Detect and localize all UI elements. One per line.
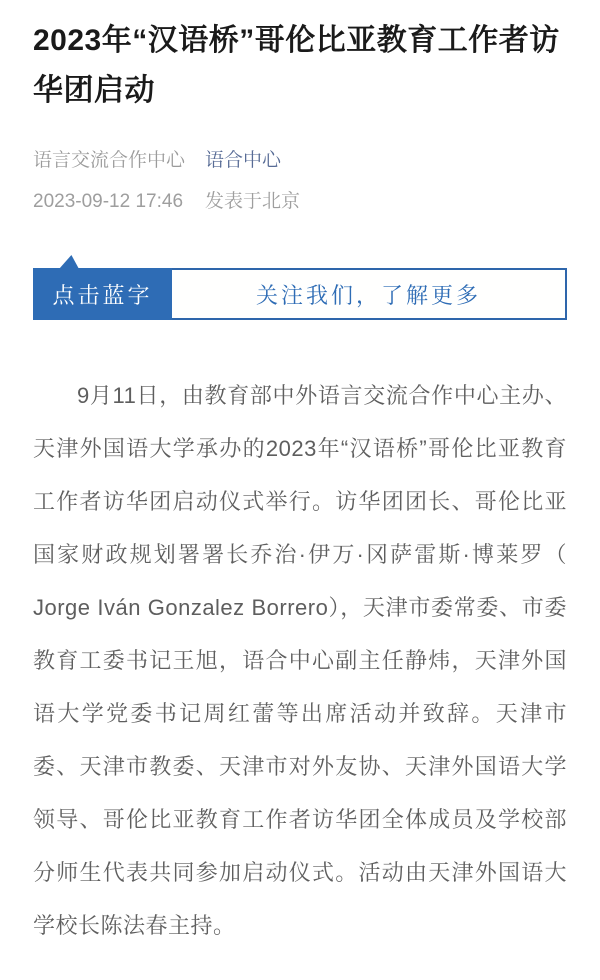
banner-follow-box [172, 268, 567, 320]
account-link[interactable]: 语合中心 [205, 150, 282, 171]
publish-location: 发表于北京 [205, 191, 301, 212]
body-paragraph: 9月11日，由教育部中外语言交流合作中心主办、天津外国语大学承办的2023年“汉语桥”哥伦比亚教育工作者访华团启动仪式举行。访华团团长、哥伦比亚国家财政规划署署长乔治·伊万·冈萨雷斯·博莱罗（ Jorge Iván Gonzalez Borrero），天津市委常委、市委教育工委书记王旭，语合中心副主任静炜，天津外国语大学党委书记周红蕾等出席活动并致辞。天津市委、天津市教委、天津市对外友协、天津外国语大学领导、哥伦比亚教育工作者访华团全体成员及学校部分师生代表共同参加启动仪式。活动由天津外国语大学校长陈法春主持。 [33, 383, 567, 938]
banner-cta-box [33, 268, 172, 320]
publish-datetime: 2023-09-12 17:46 [33, 191, 184, 212]
banner-follow-label: 关注我们，了解更多 [255, 282, 481, 308]
author-name: 语言交流合作中心 [33, 150, 186, 171]
speech-pointer-icon [59, 255, 79, 269]
follow-banner[interactable] [33, 268, 567, 320]
article-body [33, 369, 567, 952]
banner-cta-label: 点击蓝字 [52, 282, 153, 308]
byline [33, 148, 567, 173]
page-title: 2023年“汉语桥”哥伦比亚教育工作者访华团启动 [33, 24, 560, 107]
publish-meta [33, 189, 567, 214]
